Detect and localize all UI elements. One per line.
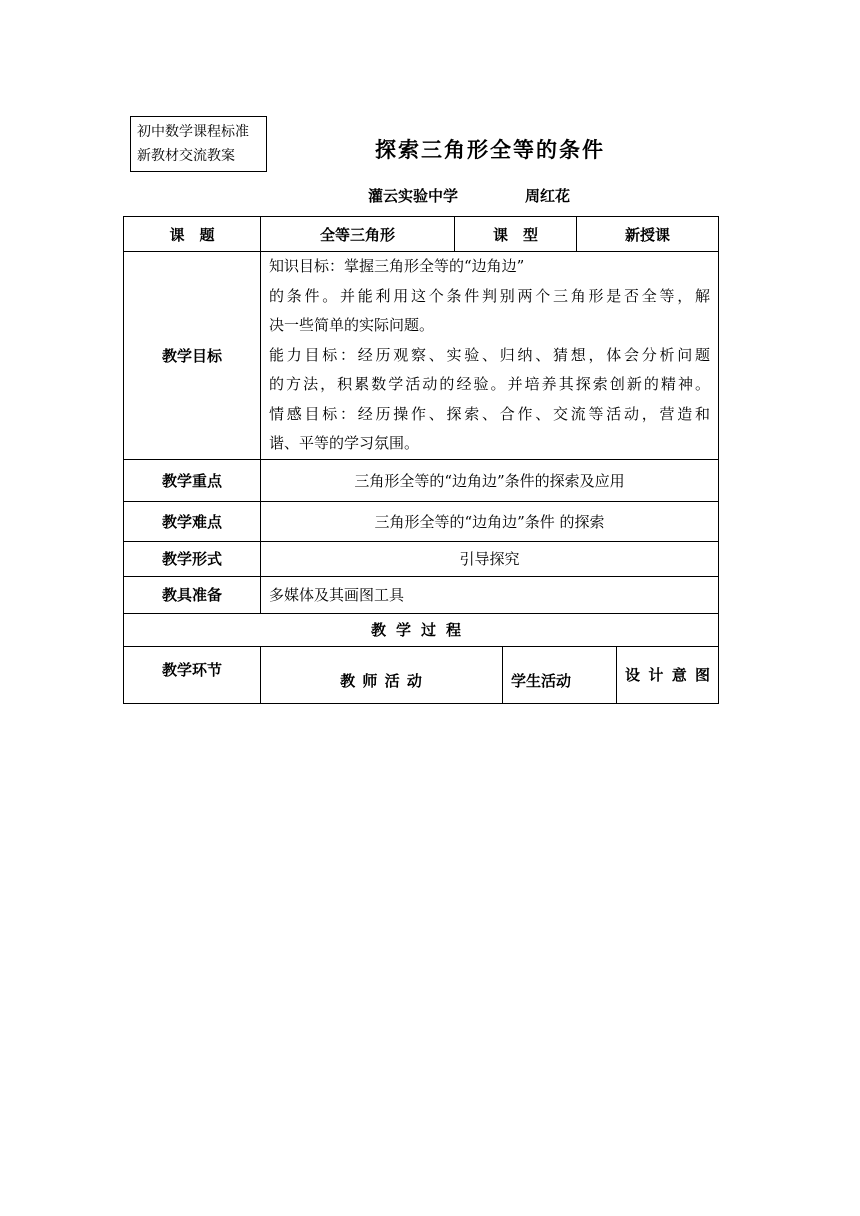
difficulty-value: 三角形全等的“边角边”条件 的探索 <box>261 501 719 541</box>
objective-line: 知识目标：掌握三角形全等的“边角边” <box>269 257 525 275</box>
design-intent-text: 设 计 意 图 <box>625 665 711 684</box>
process-heading: 教学过程 <box>124 613 719 646</box>
objective-line: 的方法，积累数学活动的经验。并培养其探索创新的精神。 <box>269 375 711 393</box>
type-value: 新授课 <box>577 217 719 252</box>
topic-value: 全等三角形 <box>261 217 455 252</box>
note-line-2: 新教材交流教案 <box>137 148 235 164</box>
objectives-row <box>124 252 719 460</box>
design-intent-label <box>617 646 719 703</box>
form-label: 教学形式 <box>124 541 261 576</box>
objective-line: 情感目标：经历操作、探索、合作、交流等活动，营造和 <box>269 404 711 423</box>
author-name: 周红花 <box>525 187 571 205</box>
lesson-plan-table <box>123 216 719 704</box>
note-line-1: 初中数学课程标准 <box>137 124 249 140</box>
topic-row <box>124 217 719 252</box>
key-points-label: 教学重点 <box>124 459 261 501</box>
type-label: 课 型 <box>455 217 577 252</box>
difficulty-label: 教学难点 <box>124 501 261 541</box>
tools-row <box>124 576 719 613</box>
key-points-value: 三角形全等的“边角边”条件的探索及应用 <box>261 459 719 501</box>
stage-label: 教学环节 <box>124 646 261 703</box>
objectives-content <box>261 252 719 460</box>
objective-line: 决一些简单的实际问题。 <box>269 316 435 334</box>
page-title: 探索三角形全等的条件 <box>375 138 605 162</box>
stage-header-row <box>124 646 719 703</box>
student-activity-label: 学生活动 <box>503 646 617 703</box>
topic-label: 课 题 <box>124 217 261 252</box>
objective-line: 谐、平等的学习氛围。 <box>269 434 420 452</box>
tools-value: 多媒体及其画图工具 <box>261 576 719 613</box>
form-row <box>124 541 719 576</box>
process-row <box>124 613 719 646</box>
form-value: 引导探究 <box>261 541 719 576</box>
objective-line: 的条件。并能利用这个条件判别两个三角形是否全等，解 <box>269 286 711 305</box>
school-name: 灌云实验中学 <box>368 187 459 205</box>
objective-line: 能力目标：经历观察、实验、归纳、猜想，体会分析问题 <box>269 345 711 364</box>
difficulty-row <box>124 501 719 541</box>
key-points-row <box>124 459 719 501</box>
tools-label: 教具准备 <box>124 576 261 613</box>
teacher-activity-label: 教 师 活 动 <box>261 646 503 703</box>
course-standard-note <box>130 116 267 172</box>
objectives-label: 教学目标 <box>124 252 261 460</box>
